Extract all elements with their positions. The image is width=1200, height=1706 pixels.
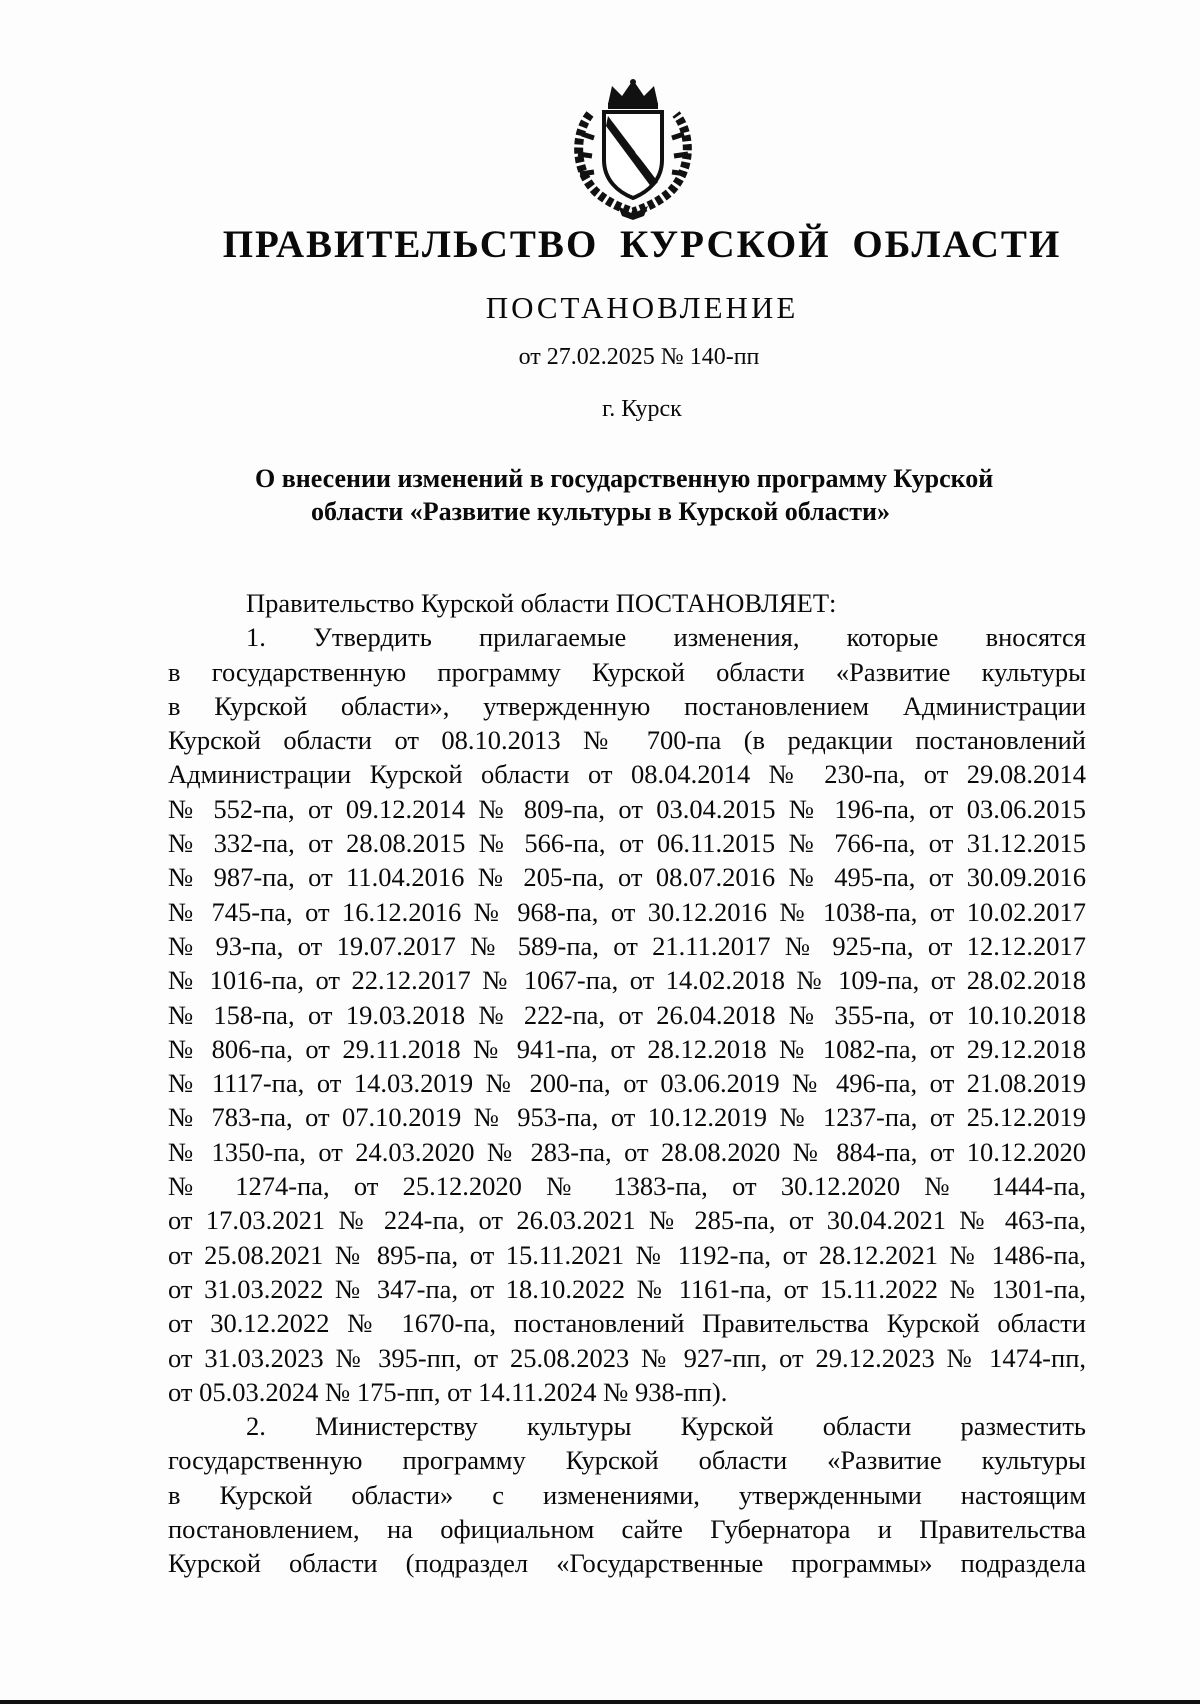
body-line: от 05.03.2024 № 175-пп, от 14.11.2024 № 938-пп). <box>168 1376 728 1407</box>
body-line: № 158-па, от 19.03.2018 № 222-па, от 26.04.2018 № 355-па, от 10.10.2018 <box>168 999 1086 1030</box>
subject-line: области «Развитие культуры в Курской области» <box>311 497 890 526</box>
body-line: Правительство Курской области ПОСТАНОВЛЯЕТ: <box>246 588 837 618</box>
body-line: Курской области (подраздел «Государственные программы» подраздела <box>168 1548 1086 1579</box>
body-line: 2. Министерству культуры Курской области разместить <box>246 1411 1086 1442</box>
document-subject <box>255 462 1085 528</box>
body-line: 1. Утвердить прилагаемые изменения, которые вносятся <box>246 622 1086 653</box>
body-line: от 31.03.2022 № 347-па, от 18.10.2022 № 1161-па, от 15.11.2022 № 1301-па, <box>168 1273 1086 1304</box>
body-line: Курской области от 08.10.2013 № 700-па (в редакции постановлений <box>168 725 1086 756</box>
body-line: № 552-па, от 09.12.2014 № 809-па, от 03.04.2015 № 196-па, от 03.06.2015 <box>168 793 1086 824</box>
body-line: от 31.03.2023 № 395-пп, от 25.08.2023 № 927-пп, от 29.12.2023 № 1474-пп, <box>168 1342 1086 1373</box>
document-city: г. Курск <box>602 396 682 422</box>
subject-line: О внесении изменений в государственную программу Курской <box>255 464 994 493</box>
government-title: ПРАВИТЕЛЬСТВО КУРСКОЙ ОБЛАСТИ <box>222 223 1062 266</box>
body-line: № 1350-па, от 24.03.2020 № 283-па, от 28.08.2020 № 884-па, от 10.12.2020 <box>168 1136 1086 1167</box>
body-line: № 1016-па, от 22.12.2017 № 1067-па, от 14.02.2018 № 109-па, от 28.02.2018 <box>168 965 1086 996</box>
body-line: № 1274-па, от 25.12.2020 № 1383-па, от 30.12.2020 № 1444-па, <box>168 1171 1086 1202</box>
body-line: постановлением, на официальном сайте Губернатора и Правительства <box>168 1514 1086 1545</box>
document-number: от 27.02.2025 № 140-пп <box>518 344 760 370</box>
body-line: № 93-па, от 19.07.2017 № 589-па, от 21.11.2017 № 925-па, от 12.12.2017 <box>168 930 1086 961</box>
body-line: № 987-па, от 11.04.2016 № 205-па, от 08.07.2016 № 495-па, от 30.09.2016 <box>168 862 1086 893</box>
body-line: от 17.03.2021 № 224-па, от 26.03.2021 № 285-па, от 30.04.2021 № 463-па, <box>168 1205 1086 1236</box>
body-line: в Курской области» с изменениями, утвержденными настоящим <box>168 1479 1086 1510</box>
coat-of-arms-icon <box>560 74 706 220</box>
body-line: в государственную программу Курской области «Развитие культуры <box>168 656 1086 687</box>
body-line: от 30.12.2022 № 1670-па, постановлений Правительства Курской области <box>168 1308 1086 1339</box>
document-type: ПОСТАНОВЛЕНИЕ <box>485 290 799 325</box>
body-line: от 25.08.2021 № 895-па, от 15.11.2021 № 1192-па, от 28.12.2021 № 1486-па, <box>168 1239 1086 1270</box>
body-line: № 783-па, от 07.10.2019 № 953-па, от 10.12.2019 № 1237-па, от 25.12.2019 <box>168 1102 1086 1133</box>
document-body <box>168 586 1086 1581</box>
page-bottom-edge <box>0 1700 1200 1704</box>
body-line: государственную программу Курской области «Развитие культуры <box>168 1445 1086 1476</box>
body-line: № 332-па, от 28.08.2015 № 566-па, от 06.11.2015 № 766-па, от 31.12.2015 <box>168 828 1086 859</box>
body-line: № 745-па, от 16.12.2016 № 968-па, от 30.12.2016 № 1038-па, от 10.02.2017 <box>168 896 1086 927</box>
body-line: № 806-па, от 29.11.2018 № 941-па, от 28.12.2018 № 1082-па, от 29.12.2018 <box>168 1033 1086 1064</box>
body-line: в Курской области», утвержденную постановлением Администрации <box>168 690 1086 721</box>
body-line: № 1117-па, от 14.03.2019 № 200-па, от 03.06.2019 № 496-па, от 21.08.2019 <box>168 1068 1086 1099</box>
body-line: Администрации Курской области от 08.04.2014 № 230-па, от 29.08.2014 <box>168 759 1086 790</box>
